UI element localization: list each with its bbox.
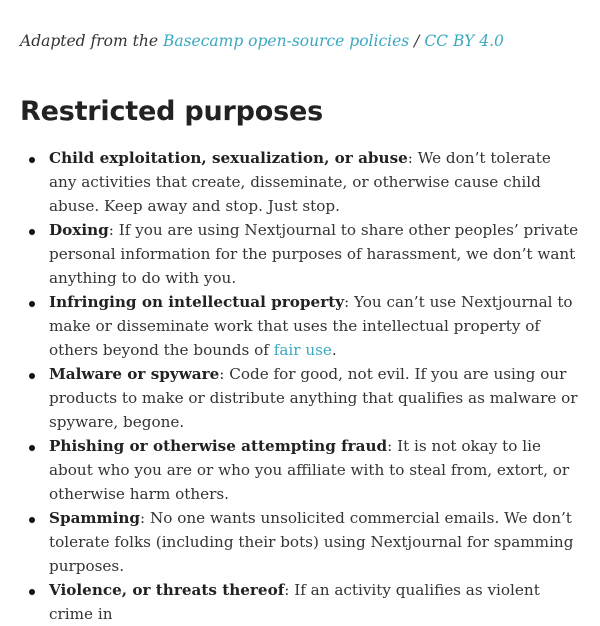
- license-link[interactable]: CC BY 4.0: [424, 32, 504, 50]
- list-item: [0, 578, 600, 626]
- list-item: [0, 362, 600, 434]
- list-item: [0, 290, 600, 362]
- item-text-end: .: [331, 341, 337, 359]
- list-item: [0, 506, 600, 578]
- list-item: [0, 218, 600, 290]
- item-title: Violence, or threats thereof: [49, 581, 285, 599]
- section-title: Restricted purposes: [20, 96, 323, 127]
- bullet-icon: [29, 301, 35, 307]
- fair-use-link[interactable]: fair use: [273, 341, 332, 359]
- bullet-icon: [29, 157, 35, 163]
- item-title: Spamming: [49, 509, 140, 527]
- bullet-icon: [29, 229, 35, 235]
- list-item: [0, 434, 600, 506]
- item-text: : You can’t use Nextjournal to make or disseminate work that uses the intellectual property of others beyond the bounds of: [49, 293, 573, 359]
- item-title: Infringing on intellectual property: [49, 293, 345, 311]
- item-text: : It is not okay to lie about who you are or who you affiliate with to steal from, extort, or otherwise harm others.: [49, 437, 570, 503]
- attribution-prefix: Adapted from the: [20, 32, 163, 50]
- item-title: Child exploitation, sexualization, or abuse: [49, 149, 408, 167]
- bullet-icon: [29, 373, 35, 379]
- item-title: Phishing or otherwise attempting fraud: [49, 437, 388, 455]
- item-title: Malware or spyware: [49, 365, 220, 383]
- basecamp-policies-link[interactable]: Basecamp open-source policies: [162, 32, 410, 50]
- bullet-icon: [29, 445, 35, 451]
- item-text: : Code for good, not evil. If you are using our products to make or distribute anything that qualifies as malware or spyware, begone.: [49, 365, 578, 431]
- attribution-separator: /: [409, 32, 425, 50]
- list-item: [0, 146, 600, 218]
- item-text: : If you are using Nextjournal to share other peoples’ private personal information for the purposes of harassment, we don’t want anything to do with you.: [49, 221, 579, 287]
- item-text: : No one wants unsolicited commercial emails. We don’t tolerate folks (including their bots) using Nextjournal for spamming purposes.: [49, 509, 574, 575]
- item-title: Doxing: [49, 221, 109, 239]
- bullet-icon: [29, 589, 35, 595]
- item-text: : We don’t tolerate any activities that create, disseminate, or otherwise cause child abuse. Keep away and stop. Just stop.: [49, 149, 551, 215]
- restricted-purposes-list: [0, 146, 600, 626]
- item-text: : If an activity qualifies as violent crime in: [49, 581, 540, 623]
- bullet-icon: [29, 517, 35, 523]
- attribution-line: [20, 31, 504, 51]
